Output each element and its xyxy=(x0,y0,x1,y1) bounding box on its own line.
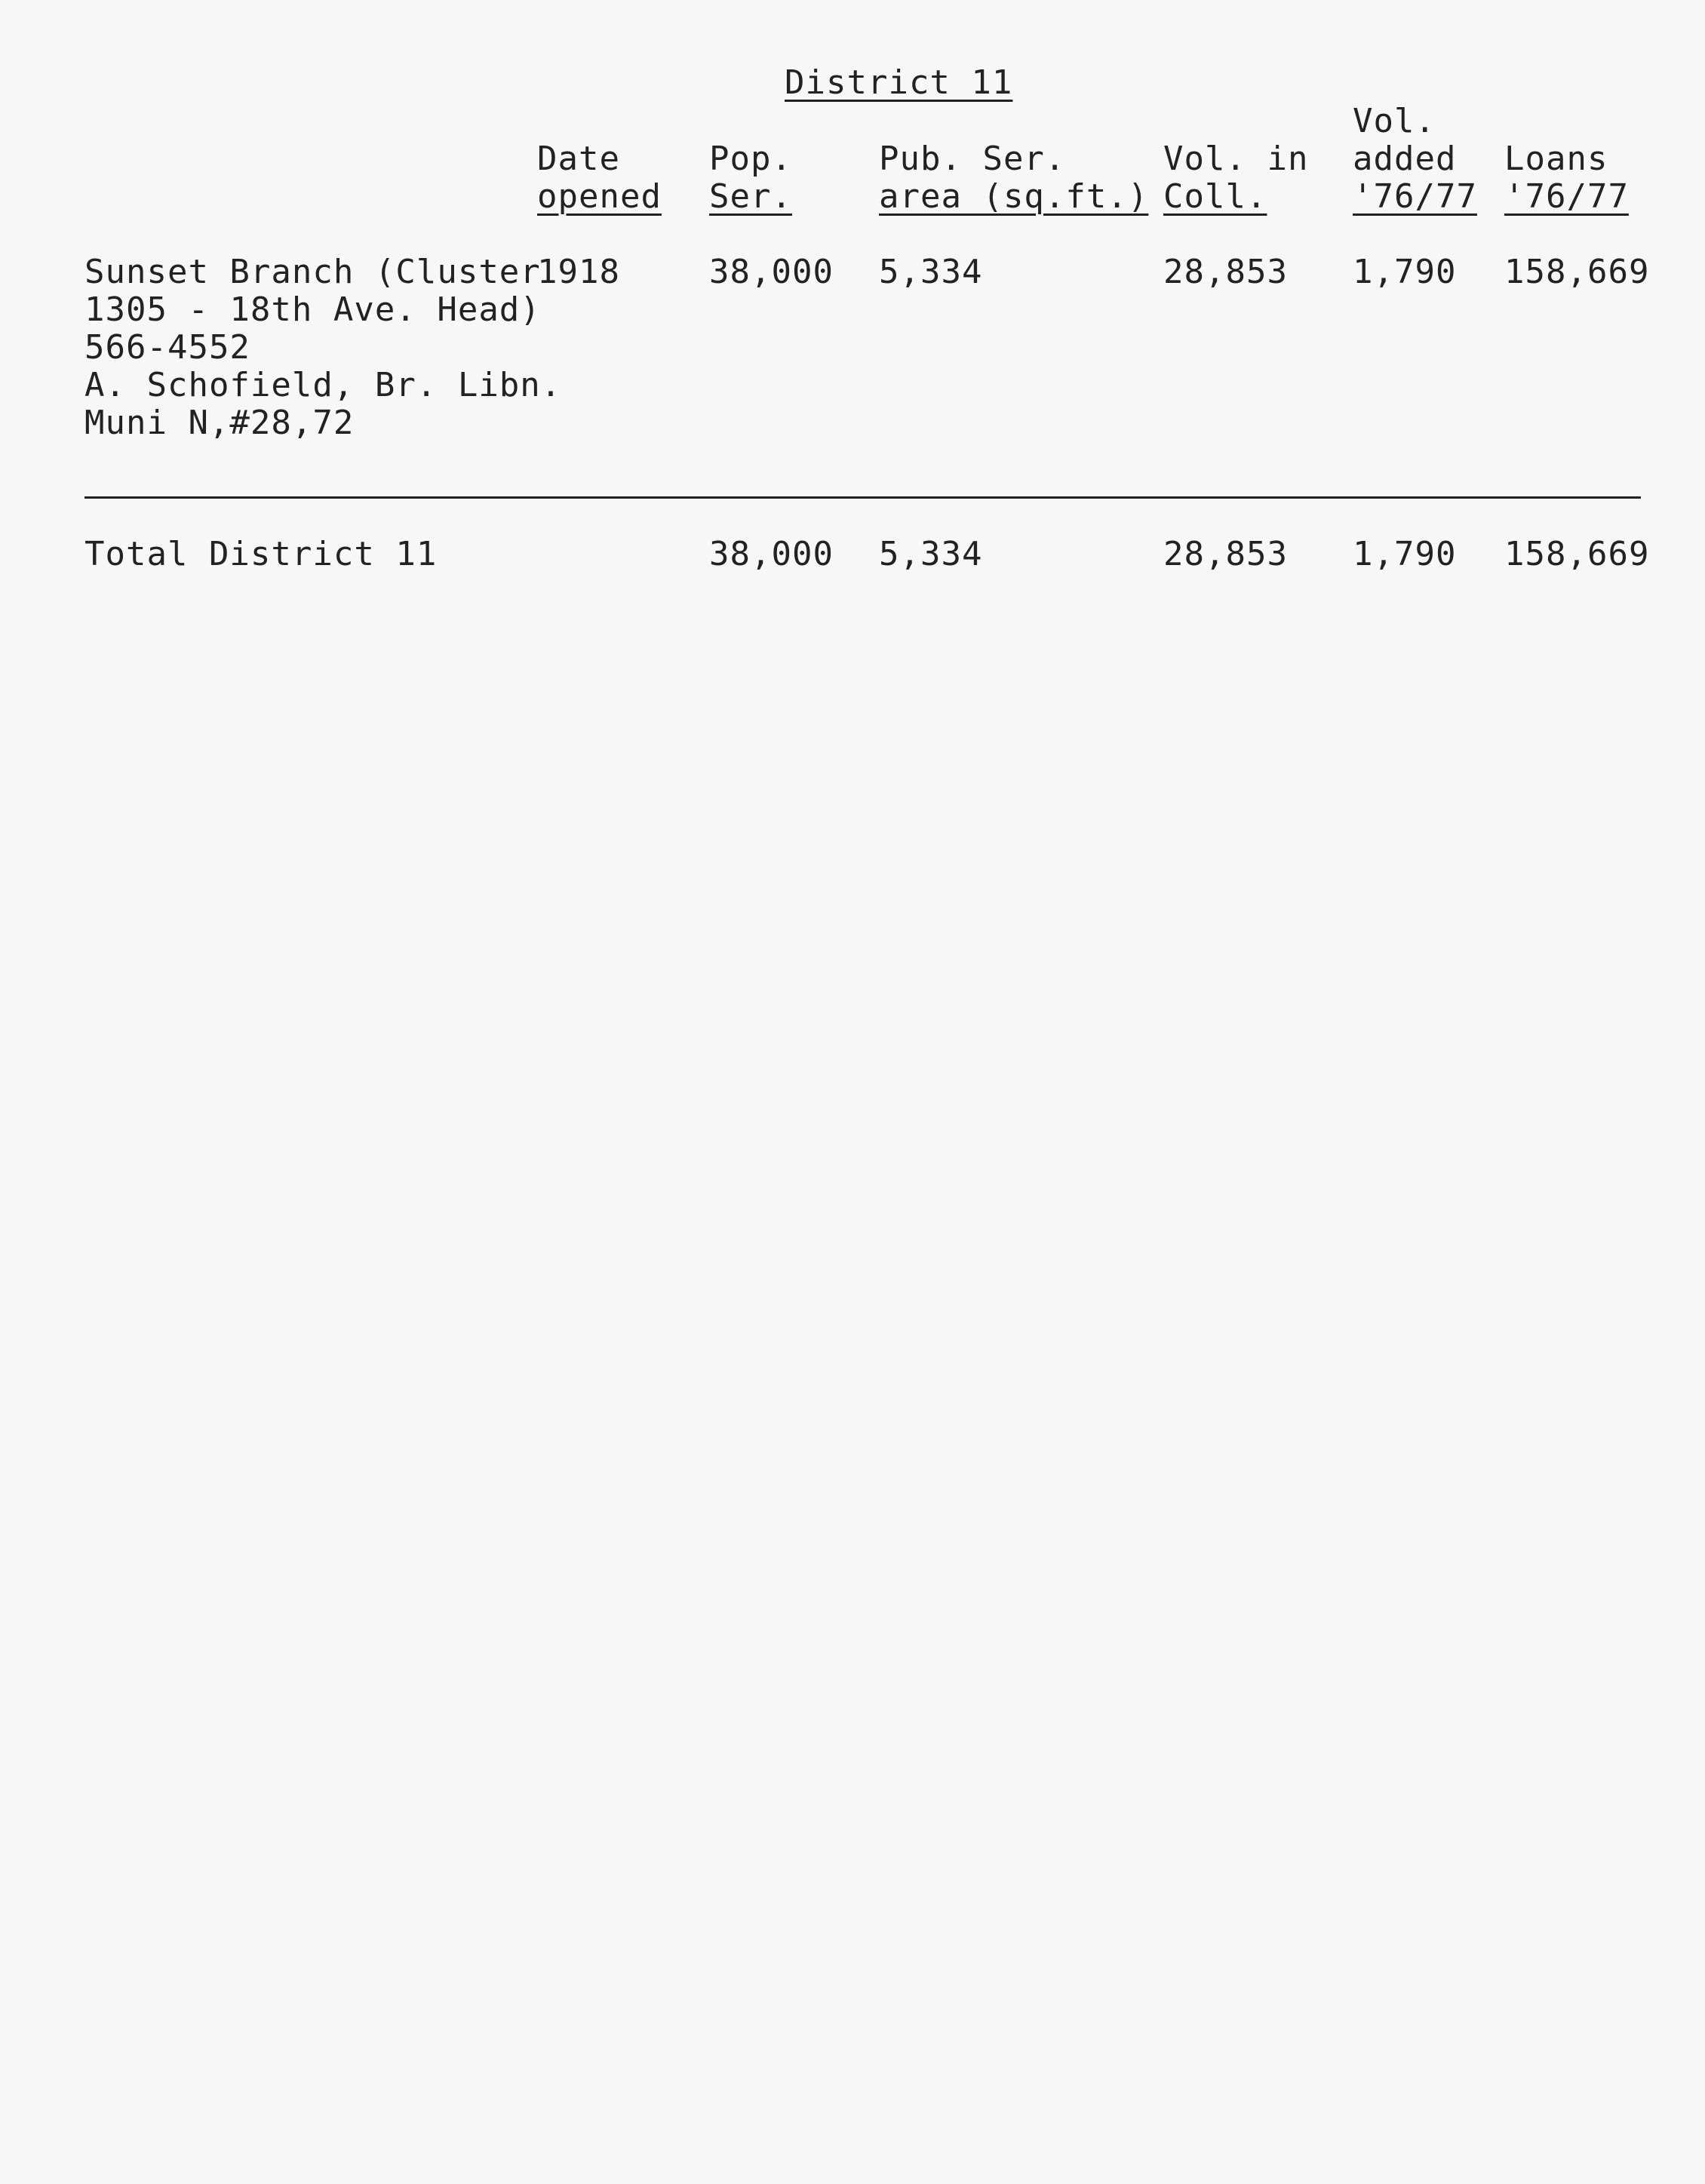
total-vol-added: 1,790 xyxy=(1353,535,1457,573)
branch-line-phone: 566-4552 xyxy=(84,328,250,367)
total-vol-coll: 28,853 xyxy=(1163,535,1288,573)
header-pop-line2: Ser. xyxy=(709,177,792,216)
header-loans-line2: '76/77 xyxy=(1504,177,1629,216)
branch-area: 5,334 xyxy=(879,253,983,291)
header-vol-line1: Vol. in xyxy=(1163,140,1309,178)
branch-date-opened: 1918 xyxy=(537,253,620,291)
header-loans-line1: Loans xyxy=(1504,140,1608,178)
total-loans: 158,669 xyxy=(1504,535,1650,573)
header-date-line2: opened xyxy=(537,177,662,216)
total-area: 5,334 xyxy=(879,535,983,573)
header-added-line2: added xyxy=(1353,140,1457,178)
branch-pop-served: 38,000 xyxy=(709,253,834,291)
header-pop-line1: Pop. xyxy=(709,140,792,178)
branch-vol-coll: 28,853 xyxy=(1163,253,1288,291)
branch-line-name: Sunset Branch (Cluster xyxy=(84,253,541,291)
header-area-line1: Pub. Ser. xyxy=(879,140,1066,178)
header-added-line1: Vol. xyxy=(1353,102,1436,140)
branch-line-address: 1305 - 18th Ave. Head) xyxy=(84,290,541,329)
separator-rule xyxy=(84,496,1641,499)
total-label: Total District 11 xyxy=(84,535,438,573)
total-pop-served: 38,000 xyxy=(709,535,834,573)
branch-line-transit: Muni N,#28,72 xyxy=(84,404,355,442)
header-area-line2: area (sq.ft.) xyxy=(879,177,1149,216)
branch-loans: 158,669 xyxy=(1504,253,1650,291)
header-date-line1: Date xyxy=(537,140,620,178)
branch-vol-added: 1,790 xyxy=(1353,253,1457,291)
header-vol-line2: Coll. xyxy=(1163,177,1267,216)
header-added-line3: '76/77 xyxy=(1353,177,1477,216)
document-title: District 11 xyxy=(785,63,1013,102)
branch-line-librarian: A. Schofield, Br. Libn. xyxy=(84,366,562,404)
